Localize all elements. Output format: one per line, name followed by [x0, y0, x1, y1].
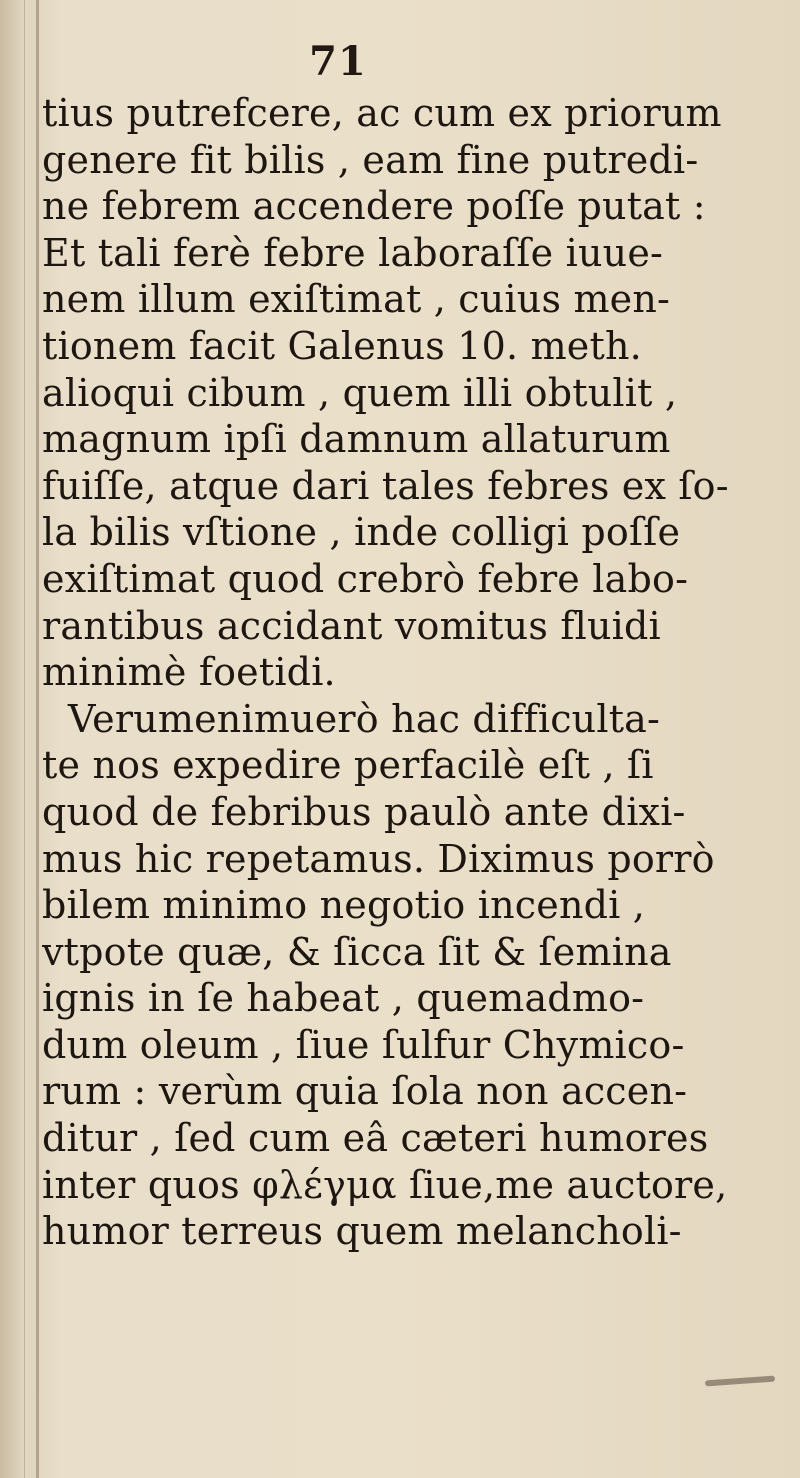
text-line: Verumenimuerò hac difficulta-	[68, 696, 661, 741]
text-line: tionem facit Galenus 10. meth.	[42, 323, 642, 368]
text-line: bilem minimo negotio incendi ,	[42, 883, 646, 928]
ink-smudge	[705, 1376, 775, 1387]
text-line: nem illum exiſtimat , cuius men-	[42, 277, 671, 322]
text-line: rantibus accidant vomitus fluidi	[42, 603, 661, 648]
page-number: 71	[309, 38, 367, 85]
text-line: humor terreus quem melancholi-	[42, 1209, 682, 1254]
text-line: vtpote quæ, & ſicca ſit & ſemina	[42, 929, 672, 974]
text-line: minimè foetidi.	[42, 650, 336, 695]
text-line: ne febrem accendere poſſe putat :	[42, 184, 706, 229]
text-line: genere fit bilis , eam fine putredi-	[42, 137, 699, 182]
gutter-shadow-line	[24, 0, 25, 1478]
text-line: quod de febribus paulò ante dixi-	[42, 789, 686, 834]
text-line: rum : verùm quia ſola non accen-	[42, 1069, 688, 1114]
text-line: la bilis vſtione , inde colligi poſſe	[42, 510, 681, 555]
fold-line	[36, 0, 39, 1478]
body-text	[42, 90, 782, 1255]
text-line: Et tali ferè febre laboraſſe iuue-	[42, 230, 664, 275]
text-line: tius putrefcere, ac cum ex priorum	[42, 91, 722, 135]
text-line: ditur , ſed cum eâ cæteri humores	[42, 1116, 709, 1161]
text-line: mus hic repetamus. Diximus porrò	[42, 836, 715, 881]
text-line: alioqui cibum , quem illi obtulit ,	[42, 370, 678, 415]
text-line: exiſtimat quod crebrò febre labo-	[42, 556, 689, 601]
text-line: inter quos φλέγμα ſiue,me auctore,	[42, 1162, 728, 1207]
text-line: magnum ipſi damnum allaturum	[42, 417, 671, 462]
text-line: fuiſſe, atque dari tales febres ex ſo-	[42, 463, 729, 508]
text-line: dum oleum , ſiue ſulfur Chymico-	[42, 1022, 685, 1067]
text-line: ignis in ſe habeat , quemadmo-	[42, 976, 645, 1021]
text-line: te nos expedire perfacilè eſt , ſi	[42, 743, 654, 788]
